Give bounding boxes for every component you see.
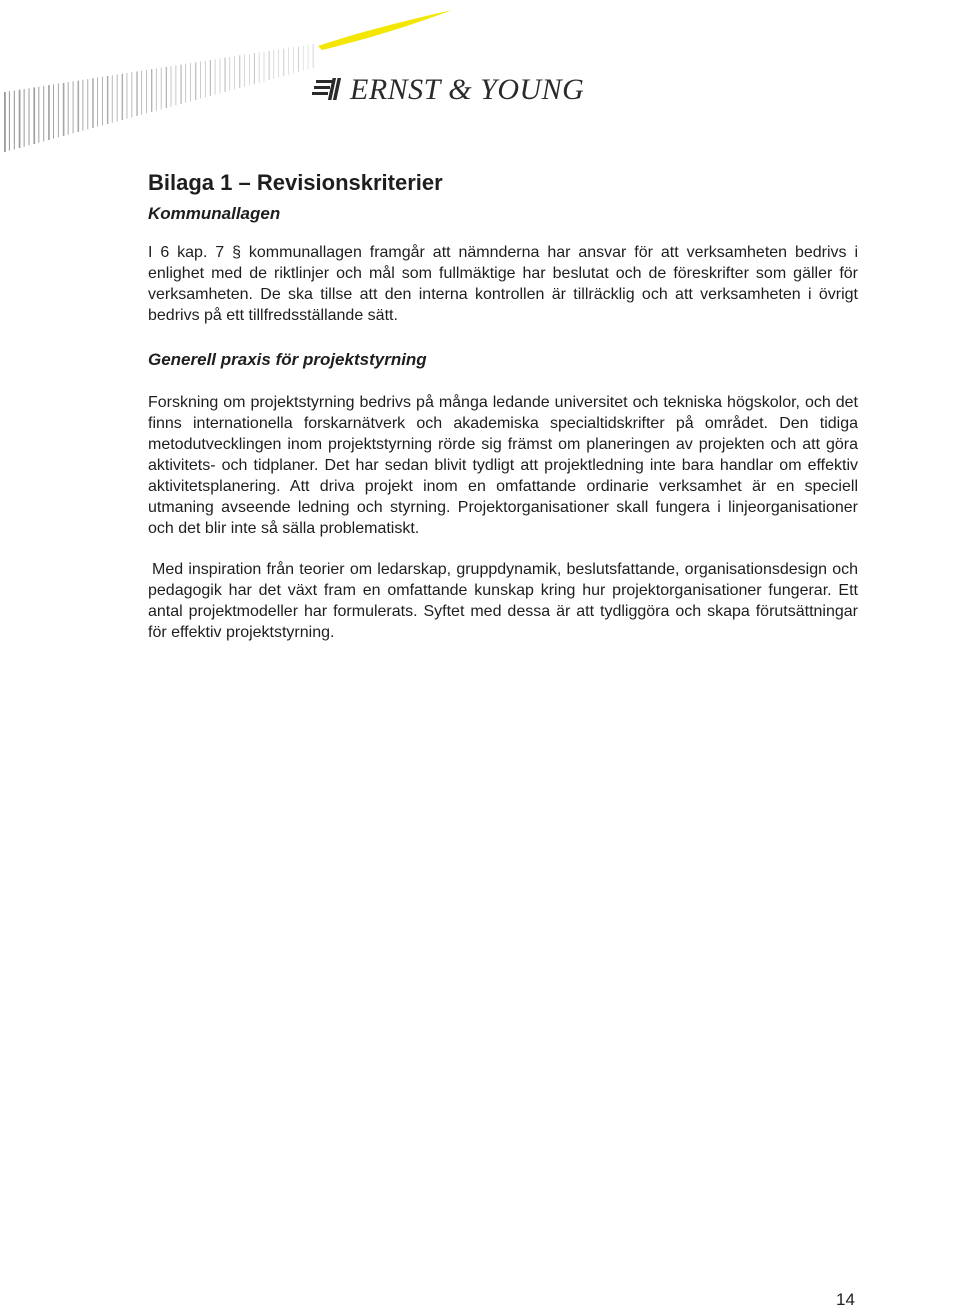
barcode-bars	[4, 44, 314, 152]
barcode-bar	[141, 71, 142, 115]
barcode-bar	[200, 62, 201, 99]
barcode-bar	[288, 48, 289, 75]
barcode-bar	[269, 51, 270, 80]
barcode-bar	[102, 77, 103, 126]
barcode-bar	[264, 52, 265, 82]
barcode-bar	[19, 90, 21, 148]
barcode-bar	[63, 83, 65, 136]
barcode-bar	[136, 71, 137, 116]
barcode-bar	[146, 70, 147, 113]
barcode-bar	[38, 87, 39, 143]
barcode-bar	[225, 58, 226, 92]
barcode-bar	[117, 75, 118, 122]
barcode-bar	[308, 45, 309, 70]
barcode-bar	[14, 91, 15, 150]
barcode-bar	[131, 72, 132, 117]
barcode-bar	[313, 44, 314, 68]
barcode-bar	[190, 63, 191, 101]
barcode-bar	[259, 52, 260, 82]
barcode-bar	[234, 56, 235, 89]
barcode-bar	[78, 81, 80, 132]
barcode-bar	[29, 88, 30, 145]
barcode-bar	[92, 78, 94, 128]
barcode-bar	[48, 85, 50, 140]
barcode-bar	[229, 57, 230, 91]
barcode-bar	[244, 55, 245, 87]
barcode-bar	[171, 66, 172, 107]
page-number: 14	[836, 1290, 855, 1309]
barcode-bar	[122, 74, 123, 120]
barcode-bar	[161, 68, 162, 110]
barcode-bar	[283, 49, 284, 76]
logo-text: ERNST & YOUNG	[350, 73, 585, 106]
barcode-bar	[176, 65, 177, 105]
barcode-bar	[87, 79, 88, 129]
barcode-bar	[24, 89, 25, 147]
barcode-bar	[195, 62, 196, 100]
barcode-bar	[58, 84, 59, 138]
barcode-bar	[278, 49, 279, 77]
barcode-bar	[298, 46, 299, 72]
barcode-bar	[274, 50, 275, 79]
barcode-bar	[97, 78, 98, 127]
barcode-bar	[254, 53, 255, 84]
barcode-bar	[151, 69, 152, 112]
barcode-bar	[82, 80, 83, 131]
barcode-bar	[215, 59, 216, 94]
barcode-bar	[293, 47, 294, 73]
barcode-bar	[210, 60, 211, 96]
barcode-bar	[185, 64, 186, 103]
barcode-bar	[43, 86, 44, 141]
barcode-bar	[220, 59, 221, 94]
barcode-bar	[156, 68, 157, 110]
barcode-bar	[127, 73, 128, 119]
barcode-bar	[112, 75, 113, 122]
paragraph-projektstyrning-1: Forskning om projektstyrning bedrivs på många ledande universitet och tekniska högskolor, och det finns internationella forskarnätverk och akademiska specialtidskrifter på området. Den tidiga metodutvecklingen inom projektstyrning rörde sig främst om planeringen av projekten och att göra aktivitets- och tidplaner. Det har sedan blivit tydligt att projektledning inte bara handlar om effektiv aktivitetsplanering. Att driva projekt inom en omfattande ordinarie verksamhet är en speciell utmaning avseende ledning och styrning. Projektorganisationer skall fungera i linjeorganisationer och det blir inte så sälla problematiskt.	[148, 394, 858, 537]
barcode-bar	[249, 54, 250, 85]
barcode-bar	[239, 55, 240, 88]
document-body	[148, 168, 858, 643]
logo-mark-icon	[312, 76, 342, 104]
page-title: Bilaga 1 – Revisionskriterier	[148, 170, 443, 195]
barcode-bar	[9, 91, 10, 150]
barcode-bar	[4, 92, 6, 152]
barcode-bar	[205, 61, 206, 98]
paragraph-kommunallagen: I 6 kap. 7 § kommunallagen framgår att nämnderna har ansvar för att verksamheten bedrivs i enlighet med de riktlinjer och mål som fullmäktige har beslutat och de föreskrifter som gäller för verksamheten. De ska tillse att den interna kontrollen är tillräcklig och att verksamheten i övrigt bedrivs på ett tillfredsställande sätt.	[148, 244, 858, 324]
barcode-bar	[107, 76, 109, 124]
barcode-bar	[68, 82, 69, 135]
paragraph-projektstyrning-2: Med inspiration från teorier om ledarskap, gruppdynamik, beslutsfattande, organisationsdesign och pedagogik har det växt fram en omfattande kunskap kring hur projektorganisationer fungerar. Ett antal projektmodeller har formulerats. Syftet med dessa är att tydliggöra och skapa förutsättningar för effektiv projektstyrning.	[148, 561, 858, 641]
barcode-bar	[166, 67, 167, 108]
section-heading-kommunallagen: Kommunallagen	[148, 204, 281, 223]
yellow-swoosh	[318, 10, 452, 50]
barcode-bar	[33, 87, 35, 144]
barcode-bar	[180, 65, 181, 104]
barcode-bar	[53, 84, 54, 138]
section-heading-projektstyrning: Generell praxis för projektstyrning	[148, 350, 427, 369]
barcode-bar	[303, 46, 304, 71]
ernst-young-logo	[312, 70, 584, 110]
barcode-bar	[73, 81, 74, 133]
